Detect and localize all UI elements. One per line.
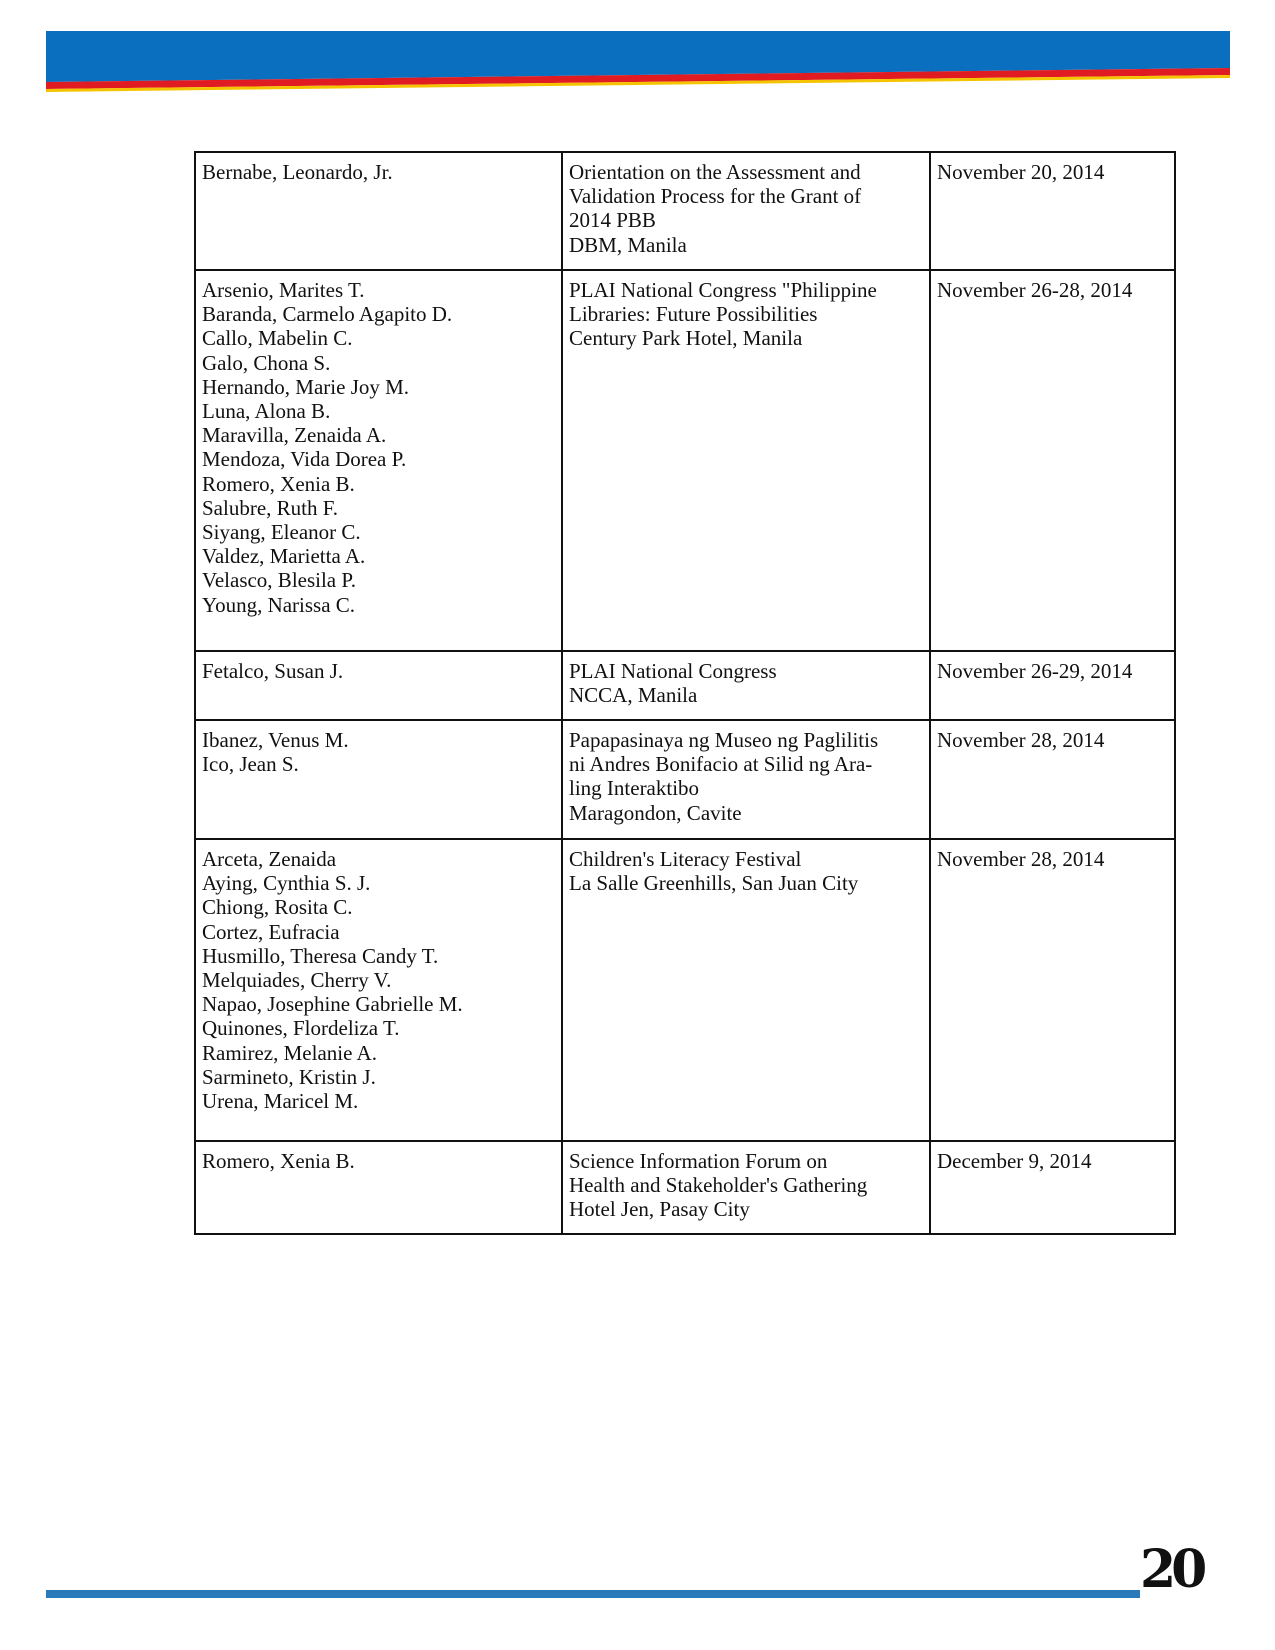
event-date: November 26-28, 2014 — [930, 270, 1175, 651]
event-date: November 28, 2014 — [930, 720, 1175, 839]
page-number: 20 — [1140, 1539, 1203, 1600]
table-row — [195, 270, 1175, 651]
event-details: PLAI National Congress "Philippine Libraries: Future Possibilities Century Park Hotel, Manila — [562, 270, 930, 651]
event-date: November 26-29, 2014 — [930, 651, 1175, 720]
table-row — [195, 839, 1175, 1141]
participant-names: Arceta, Zenaida Aying, Cynthia S. J. Chiong, Rosita C. Cortez, Eufracia Husmillo, Theresa Candy T. Melquiades, Cherry V. Napao, Josephine Gabrielle M. Quinones, Flordeliza T. Ramirez, Melanie A. Sarmineto, Kristin J. Urena, Maricel M. — [195, 839, 562, 1141]
participant-names: Bernabe, Leonardo, Jr. — [195, 152, 562, 270]
table-row — [195, 1141, 1175, 1234]
participant-names: Fetalco, Susan J. — [195, 651, 562, 720]
event-date: December 9, 2014 — [930, 1141, 1175, 1234]
footer-rule — [46, 1590, 1140, 1598]
event-date: November 20, 2014 — [930, 152, 1175, 270]
participant-names: Ibanez, Venus M. Ico, Jean S. — [195, 720, 562, 839]
table-row — [195, 152, 1175, 270]
event-date: November 28, 2014 — [930, 839, 1175, 1141]
event-details: PLAI National Congress NCCA, Manila — [562, 651, 930, 720]
participant-names: Arsenio, Marites T. Baranda, Carmelo Agapito D. Callo, Mabelin C. Galo, Chona S. Hernando, Marie Joy M. Luna, Alona B. Maravilla, Zenaida A. Mendoza, Vida Dorea P. Romero, Xenia B. Salubre, Ruth F. Siyang, Eleanor C. Valdez, Marietta A. Velasco, Blesila P. Young, Narissa C. — [195, 270, 562, 651]
event-details: Science Information Forum on Health and Stakeholder's Gathering Hotel Jen, Pasay City — [562, 1141, 930, 1234]
table-row — [195, 651, 1175, 720]
participant-names: Romero, Xenia B. — [195, 1141, 562, 1234]
table-row — [195, 720, 1175, 839]
event-details: Papapasinaya ng Museo ng Paglilitis ni Andres Bonifacio at Silid ng Ara- ling Interaktibo Maragondon, Cavite — [562, 720, 930, 839]
header-band — [46, 31, 1230, 93]
event-details: Orientation on the Assessment and Validation Process for the Grant of 2014 PBB DBM, Manila — [562, 152, 930, 270]
event-details: Children's Literacy Festival La Salle Greenhills, San Juan City — [562, 839, 930, 1141]
attendance-table — [194, 151, 1176, 1235]
